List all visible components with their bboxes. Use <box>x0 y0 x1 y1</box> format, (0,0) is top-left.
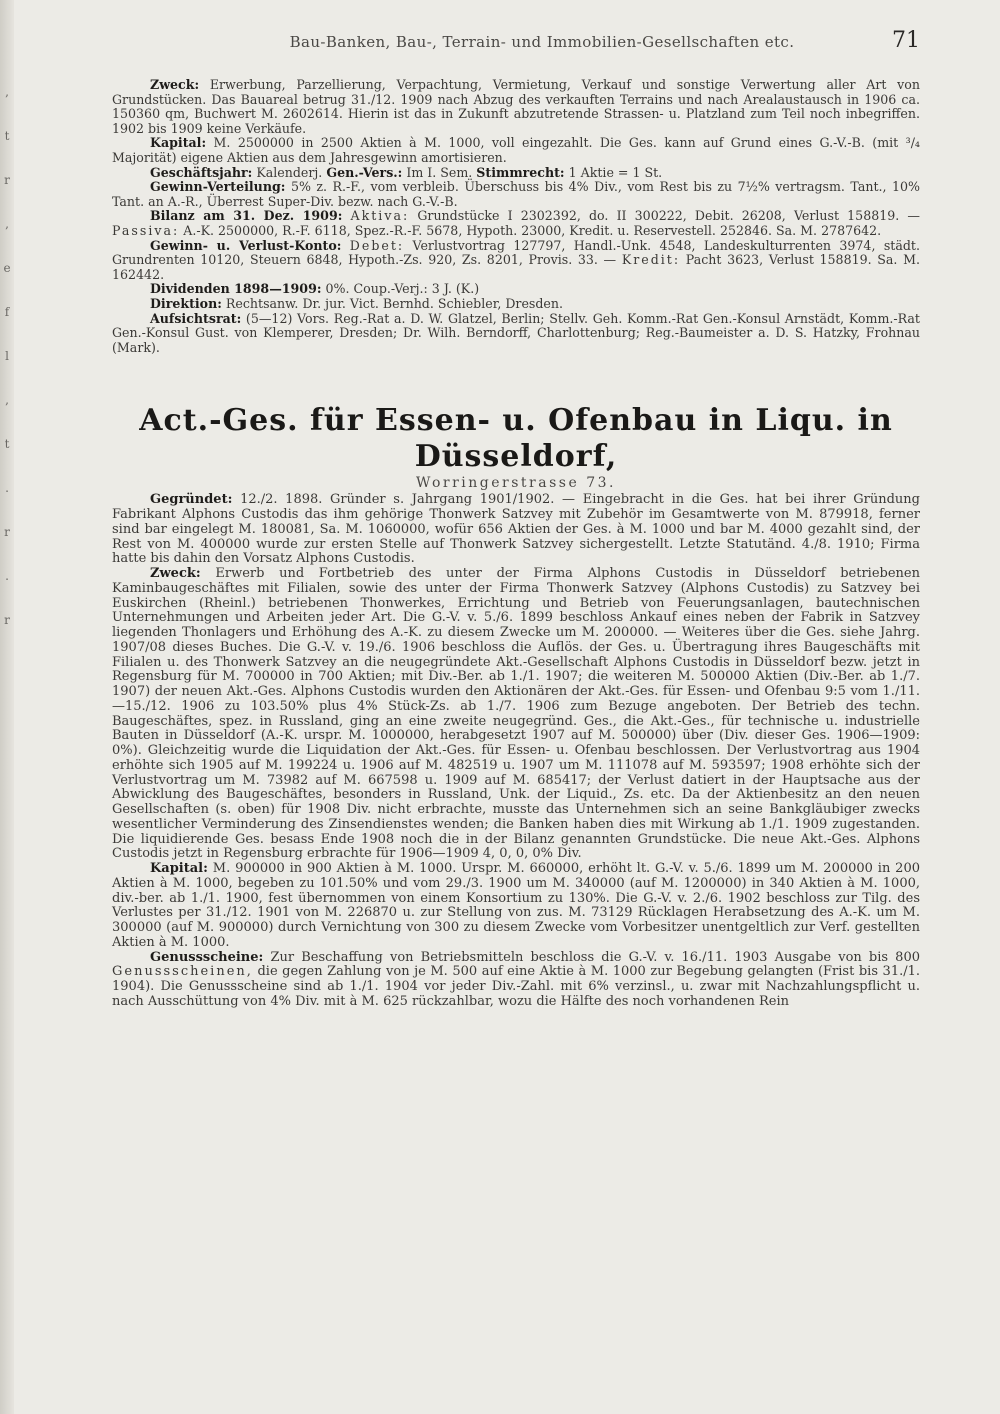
edge-mark: r <box>4 613 10 627</box>
edge-mark: e <box>3 261 11 275</box>
kapital-text: M. 2500000 in 2500 Aktien à M. 1000, voll eingezahlt. Die Ges. kann auf Grund eines G.-V.-B. (mit ³/₄ Majorität) eigene Aktien aus dem Jahresgewinn amortisieren. <box>112 135 920 165</box>
zweck2-text: Erwerb und Fortbetrieb des unter der Firma Alphons Custodis in Düsseldorf betriebenen Kaminbaugeschäftes mit Filialen, sowie des unter der Firma Thonwerk Satzvey (Alphons Custodis) zu Satzvey bei Euskirchen (Rheinl.) betriebenen Thonwerkes, Errichtung und Betrieb von Feuerungsanlagen, bautechnischen Unternehmungen und Arbeiten jeder Art. Die G.-V. v. 5./6. 1899 beschloss Ankauf eines neben der Fabrik in Satzvey liegenden Thonlagers und Erhöhung des A.-K. zu diesem Zwecke um M. 200000. — Weiteres über die Ges. siehe Jahrg. 1907/08 dieses Buches. Die G.-V. v. 19./6. 1906 beschloss die Auflös. der Ges. u. Übertragung ihres Baugeschäfts mit Filialen u. des Thonwerk Satzvey an die neugegründete Akt.-Gesellschaft Alphons Custodis in Düsseldorf bezw. jetzt in Regensburg für M. 700000 in 700 Aktien; mit Div.-Ber. ab 1./1. 1907; die weiteren M. 500000 Aktien (Div.-Ber. ab 1./7. 1907) der neuen Akt.-Ges. Alphons Custodis wurden den Aktionären der Akt.-Ges. für Essen- und Ofenbau 9:5 vom 1./11.—15./12. 1906 zu 103.50% plus 4% Stück-Zs. ab 1./7. 1906 zum Bezuge angeboten. Der Betrieb des techn. Baugeschäftes, spez. in Russland, ging an eine zweite neugegründ. Ges., die Akt.-Ges., für technische u. industrielle Bauten in Düsseldorf (A.-K. urspr. M. 1000000, herabgesetzt 1907 auf M. 500000) über (Div. dieser Ges. 1906—1909: 0%). Gleichzeitig wurde die Liquidation der Akt.-Ges. für Essen- u. Ofenbau beschlossen. Der Verlustvortrag aus 1904 erhöhte sich 1905 auf M. 199224 u. 1906 auf M. 482519 u. 1907 um M. 111078 auf M. 593597; 1908 erhöhte sich der Verlustvortrag um M. 73982 auf M. 667598 u. 1909 auf M. 685417; der Verlust datiert in der Hauptsache aus der Abwicklung des Baugeschäftes, besonders in Russland, Unk. der Liquid., Zs. etc. Da der Aktienbesitz an den neuen Gesellschaften (s. oben) für 1908 Div. nicht erbrachte, musste das Unternehmen sich an seine Bankgläubiger zwecks wesentlicher Verminderung des Zinsendienstes wenden; die Banken haben dies mit Wirkung ab 1./1. 1909 zugestanden. Die liquidierende Ges. besass Ende 1908 noch die in der Bilanz genannten Grundstücke. Die neue Akt.-Ges. Alphons Custodis jetzt in Regensburg erbrachte für 1906—1909 4, 0, 0, 0% Div. <box>112 566 920 862</box>
dividenden-label: Dividenden 1898—1909: <box>150 281 322 297</box>
zweck-text: Erwerbung, Parzellierung, Verpachtung, Vermietung, Verkauf und sonstige Verwertung aller Art von Grundstücken. Das Bauareal betrug 31./12. 1909 nach Abzug des verkauften Terrains und nach Arealaustausch in 1906 ca. 150360 qm, Buchwert M. 2602614. Hierin ist das in Zukunft abzutretende Strassen- u. Platzland zum Teil noch inbegriffen. 1902 bis 1909 keine Verkäufe. <box>112 77 920 136</box>
edge-mark: , <box>5 85 9 99</box>
gegruendet-text: 12./2. 1898. Gründer s. Jahrgang 1901/1902. — Eingebracht in die Ges. hat bei ihrer Gründung Fabrikant Alphons Custodis das ihm gehörige Thonwerk Satzvey mit Zubehör im Gesamtwerte von M. 879918, ferner sind bar eingelegt M. 180081, Sa. M. 1060000, wofür 656 Aktien der Ges. à M. 1000 und bar M. 4000 gezahlt sind, der Rest von M. 400000 wurde zur ersten Stelle auf Thonwerk Satzvey sichergestellt. Letzte Statutänd. 4./8. 1910; Firma hatte bis dahin den Vorsatz Alphons Custodis. <box>112 492 921 567</box>
running-head-title: Bau-Banken, Bau-, Terrain- und Immobilien-Gesellschaften etc. <box>289 33 795 51</box>
gegruendet-paragraph <box>112 493 920 567</box>
company-address: Worringerstrasse 73. <box>416 475 616 492</box>
bilanz-paragraph <box>112 209 920 238</box>
page-number: 71 <box>892 28 920 53</box>
aufsichtsrat-text: (5—12) Vors. Reg.-Rat a. D. W. Glatzel, Berlin; Stellv. Geh. Komm.-Rat Gen.-Konsul Arnstädt, Komm.-Rat Gen.-Konsul Gust. von Klemperer, Dresden; Dr. Wilh. Berndorff, Charlottenburg; Reg.-Baumeister a. D. S. Hatzky, Frohnau (Mark). <box>112 310 920 355</box>
edge-mark: t <box>4 129 10 143</box>
edge-mark: r <box>4 173 10 187</box>
direktion-text: Rechtsanw. Dr. jur. Vict. Bernhd. Schiebler, Dresden. <box>225 295 563 311</box>
edge-mark: , <box>5 393 9 407</box>
zweck-label: Zweck: <box>150 77 200 92</box>
kapital2-paragraph <box>112 862 920 951</box>
passiva-label: Passiva: <box>112 222 180 238</box>
stimmrecht-text: 1 Aktie = 1 St. <box>568 164 663 180</box>
edge-mark: f <box>4 305 10 319</box>
gewinn-verteilung-paragraph <box>112 180 920 209</box>
direktion-label: Direktion: <box>150 295 222 311</box>
kapital-paragraph <box>112 136 920 165</box>
gegruendet-label: Gegründet: <box>150 492 233 508</box>
kapital2-text: M. 900000 in 900 Aktien à M. 1000. Urspr. M. 660000, erhöht lt. G.-V. v. 5./6. 1899 um M. 200000 in 200 Aktien à M. 1000, begeben zu 101.50% und vom 29./3. 1900 um M. 340000 (auf M. 1200000) in 340 Aktien à M. 1000, div.-ber. ab 1./1. 1900, fest übernommen von einem Konsortium zu 130%. Die G.-V. v. 2./6. 1902 beschloss zur Tilg. des Verlustes per 31./12. 1901 von M. 226870 u. zur Stellung von zus. M. 73129 Rücklagen Herabsetzung des A.-K. um M. 300000 (auf M. 900000) durch Vernichtung von 300 zu diesem Zwecke vom Vorbesitzer unentgeltlich zur Verf. gestellten Aktien à M. 1000. <box>112 861 920 950</box>
edge-mark: . <box>5 569 9 583</box>
edge-mark: , <box>5 217 9 231</box>
aktiva-label: Aktiva: <box>350 208 410 224</box>
kapital-label: Kapital: <box>150 135 207 151</box>
geschaeftsjahr-text: Kalenderj. <box>256 164 323 180</box>
kredit-text: Pacht 3623, Verlust 158819. Sa. M. 162442. <box>112 252 920 282</box>
previous-company-entry <box>112 78 920 355</box>
edge-mark: . <box>5 481 9 495</box>
gewinn-verlust-label: Gewinn- u. Verlust-Konto: <box>150 237 342 253</box>
genussscheine-text-b: die gegen Zahlung von je M. 500 auf eine Aktie à M. 1000 zur Begebung gelangten (Frist bis 31./1. 1904). Die Genussscheine sind ab 1./1. 1904 vor jeder Div.-Zahl. mit 6% verzinsl., u. zwar mit Nachzahlungspflicht u. nach Ausschüttung von 4% Div. mit à M. 625 rückzahlbar, wozu die Hälfte des noch vorhandenen Rein <box>112 964 921 1009</box>
gewinn-verteilung-label: Gewinn-Verteilung: <box>150 179 286 195</box>
direktion-paragraph <box>112 297 920 312</box>
aktiva-text: Grundstücke I 2302392, do. II 300222, Debit. 26208, Verlust 158819. — <box>417 208 920 224</box>
dividenden-text: 0%. Coup.-Verj.: 3 J. (K.) <box>325 281 480 297</box>
passiva-text: A.-K. 2500000, R.-F. 6118, Spez.-R.-F. 5678, Hypoth. 23000, Kredit. u. Reservestell. 252846. Sa. M. 2787642. <box>183 222 882 238</box>
zweck2-label: Zweck: <box>150 566 201 582</box>
genussscheine-text-a: Zur Beschaffung von Betriebsmitteln beschloss die G.-V. v. 16./11. 1903 Ausgabe von bis 800 <box>270 949 920 965</box>
aufsichtsrat-paragraph <box>112 312 920 356</box>
dividenden-paragraph <box>112 282 920 297</box>
debet-text: Verlustvortrag 127797, Handl.-Unk. 4548, Landeskulturrenten 3974, städt. Grundrenten 10120, Steuern 6848, Hypoth.-Zs. 920, Zs. 8201, Provis. 33. — <box>112 237 920 268</box>
edge-mark: t <box>4 437 10 451</box>
gen-vers-text: Im I. Sem. <box>406 164 473 180</box>
geschaeftsjahr-label: Geschäftsjahr: <box>150 164 253 180</box>
gewinn-verlust-paragraph <box>112 239 920 283</box>
genussscheine-spaced: Genussscheinen, <box>112 964 253 980</box>
gen-vers-label: Gen.-Vers.: <box>326 164 403 180</box>
company-entry <box>112 493 920 1009</box>
running-head <box>112 28 920 78</box>
bilanz-label: Bilanz am 31. Dez. 1909: <box>150 208 343 224</box>
aufsichtsrat-label: Aufsichtsrat: <box>150 310 242 326</box>
zweck-paragraph <box>112 78 920 136</box>
stimmrecht-label: Stimmrecht: <box>476 164 565 180</box>
genussscheine-paragraph <box>112 951 920 1010</box>
debet-label: Debet: <box>349 237 405 253</box>
kapital2-label: Kapital: <box>150 861 208 877</box>
kredit-label: Kredit: <box>621 252 681 268</box>
page <box>112 28 920 1010</box>
geschaeftsjahr-paragraph <box>112 166 920 181</box>
adjacent-page-marks <box>0 70 14 642</box>
gewinn-verteilung-text: 5% z. R.-F., vom verbleib. Überschuss bis 4% Div., vom Rest bis zu 7½% vertragsm. Tant., 10% Tant. an A.-R., Überrest Super-Div. bezw. nach G.-V.-B. <box>112 179 920 209</box>
genussscheine-label: Genussscheine: <box>150 949 264 965</box>
edge-mark: l <box>5 349 9 363</box>
zweck2-paragraph <box>112 567 920 862</box>
company-title: Act.-Ges. für Essen- u. Ofenbau in Liqu. in Düsseldorf, <box>139 403 893 475</box>
edge-mark: r <box>4 525 10 539</box>
